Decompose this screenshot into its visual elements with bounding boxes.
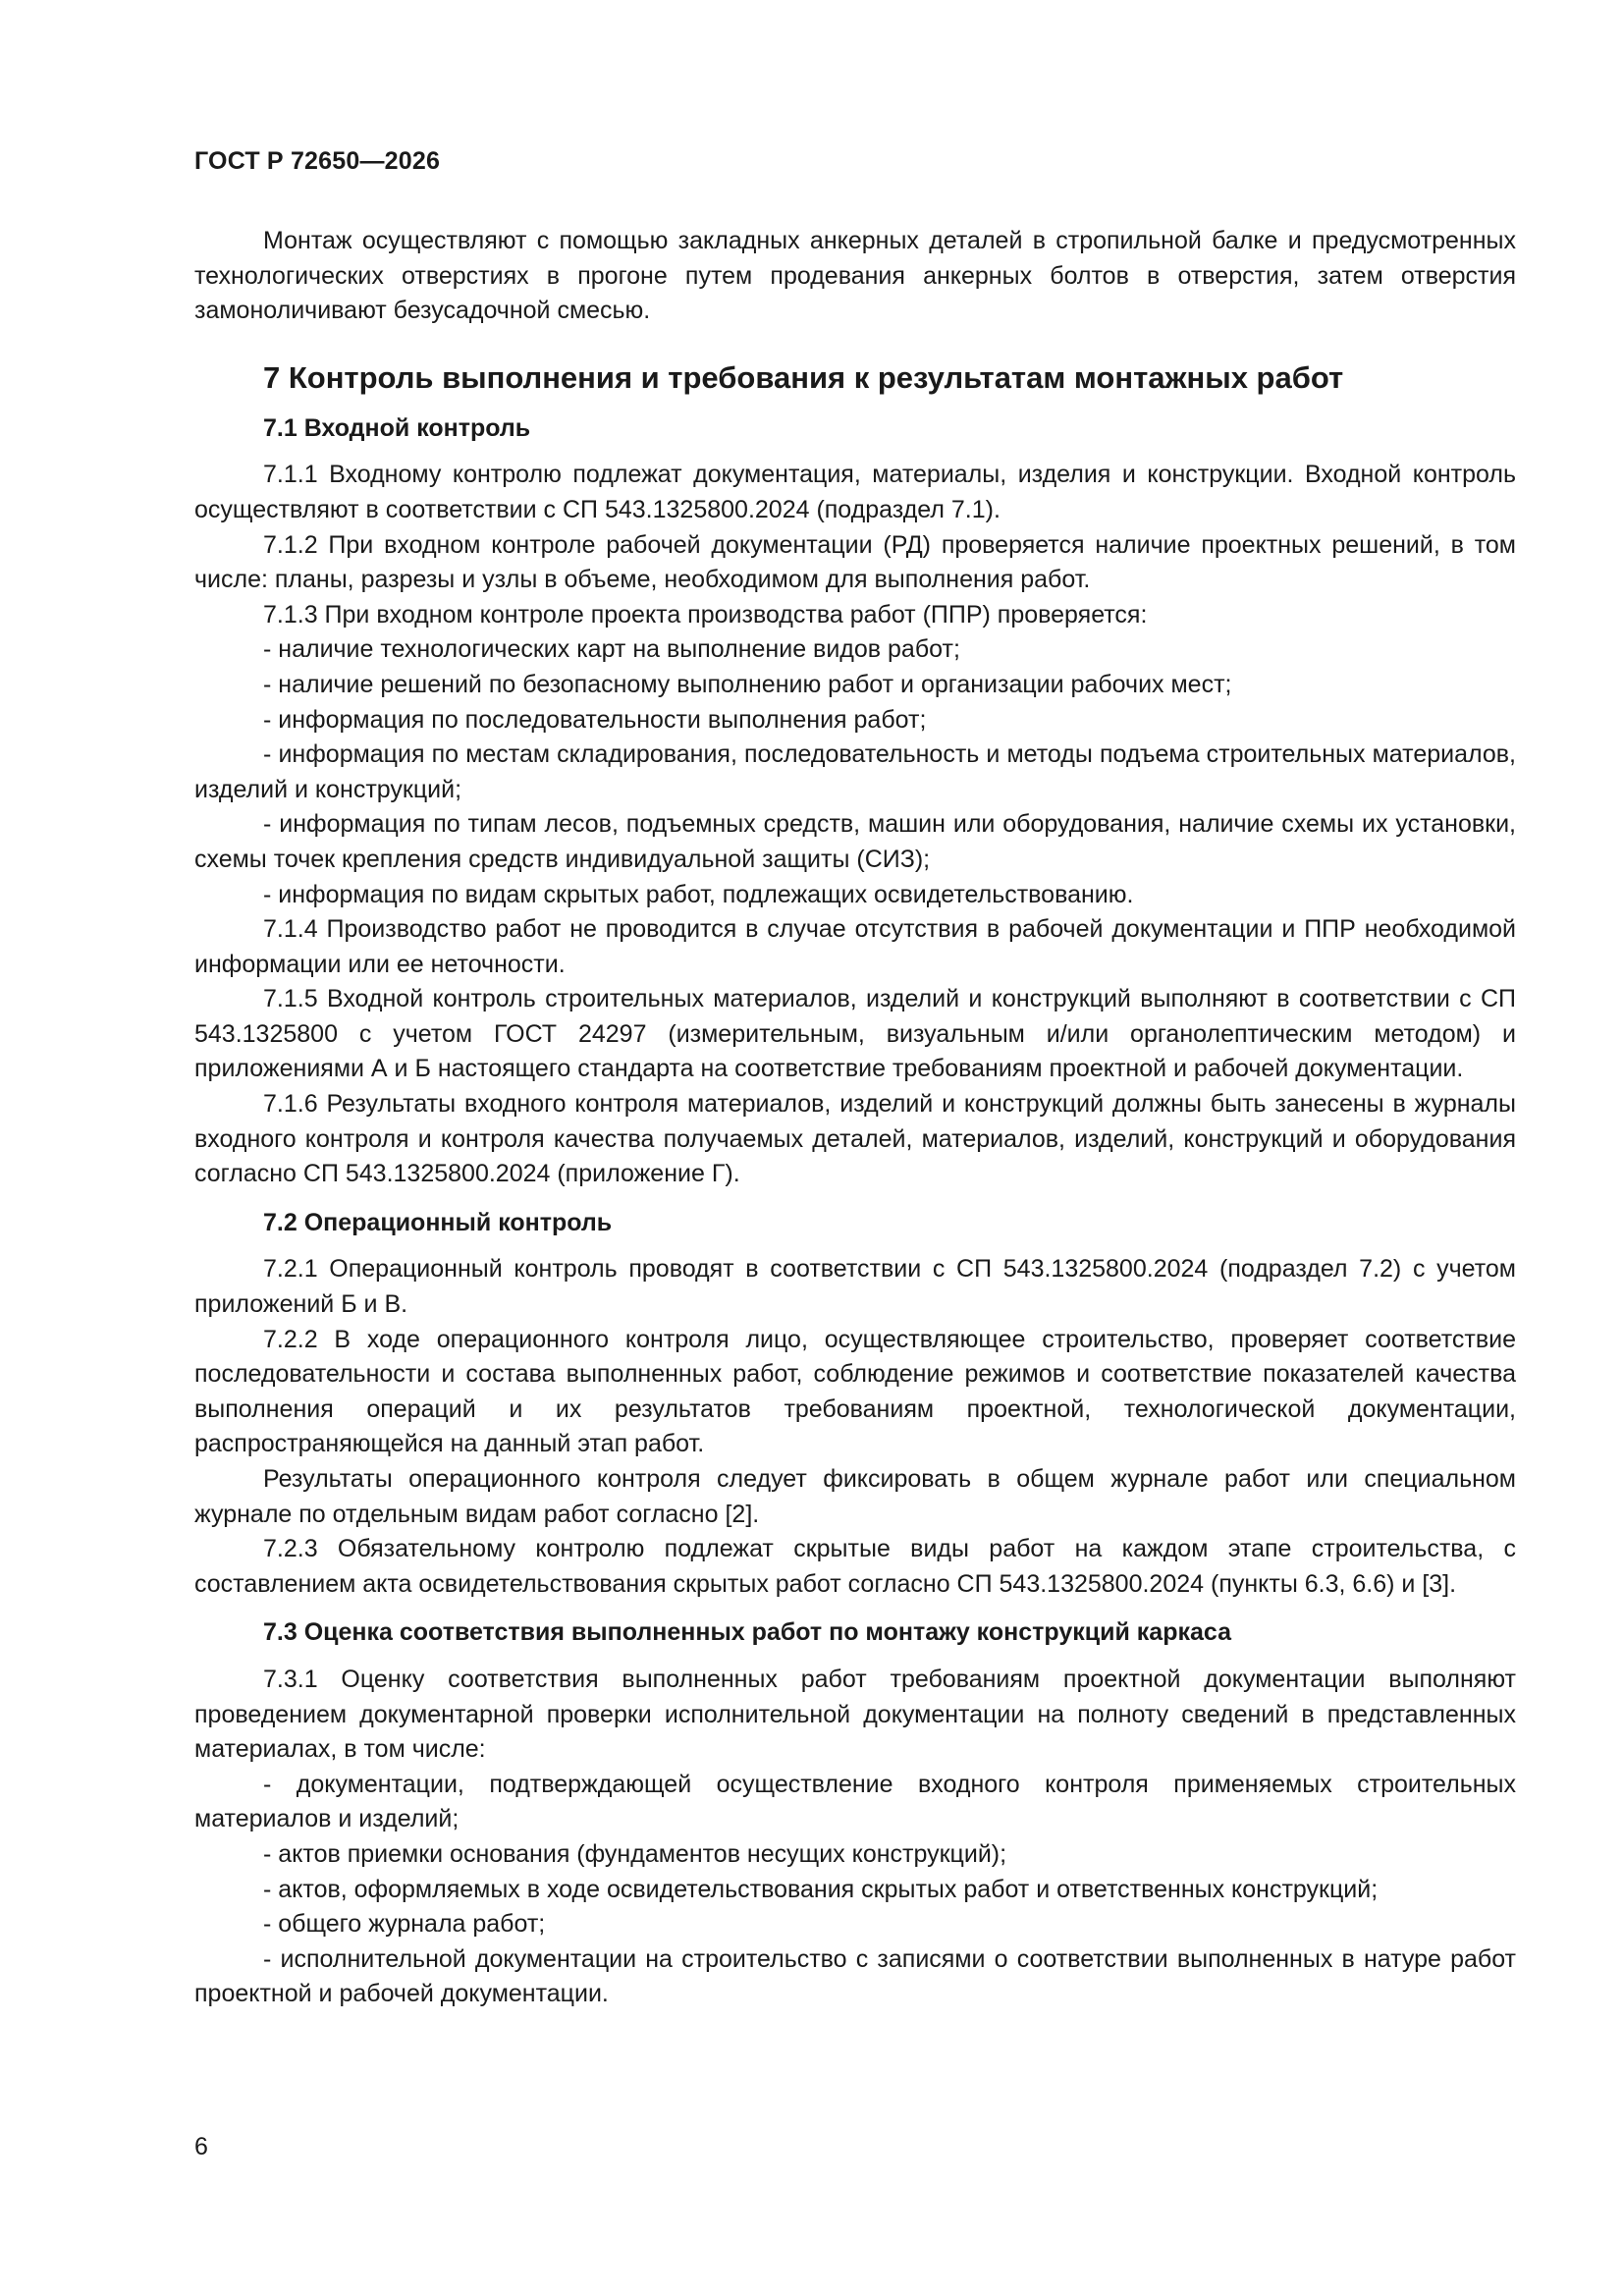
clause-7-1-3: 7.1.3 При входном контроле проекта производства работ (ППР) проверяется: xyxy=(263,600,1148,629)
subsection-7-3-heading: 7.3 Оценка соответствия выполненных работ по монтажу конструкций каркаса xyxy=(263,1618,1231,1647)
list-item: - общего журнала работ; xyxy=(263,1910,546,1939)
list-item: - наличие технологических карт на выполнение видов работ; xyxy=(263,635,960,664)
clause-7-1-2: 7.1.2 При входном контроле рабочей документации (РД) проверяется наличие проектных решений, в том числе: планы, разрезы и узлы в объеме, необходимом для выполнения работ. xyxy=(194,530,1516,594)
page-number: 6 xyxy=(194,2133,208,2160)
document-code-header: ГОСТ Р 72650—2026 xyxy=(194,147,441,175)
list-item: - исполнительной документации на строительство с записями о соответствии выполненных в натуре работ проектной и рабочей документации. xyxy=(194,1944,1516,2008)
intro-paragraph: Монтаж осуществляют с помощью закладных анкерных деталей в стропильной балке и предусмотренных технологических отверстиях в прогоне путем продевания анкерных болтов в отверстия, затем отверстия замоноличивают безусадочной смесью. xyxy=(194,227,1516,325)
clause-7-1-6: 7.1.6 Результаты входного контроля материалов, изделий и конструкций должны быть занесены в журналы входного контроля и контроля качества получаемых деталей, материалов, изделий, конструкций и оборудования согласно СП 543.1325800.2024 (приложение Г). xyxy=(194,1090,1516,1188)
clause-7-2-2: 7.2.2 В ходе операционного контроля лицо, осуществляющее строительство, проверяет соответствие последовательности и состава выполненных работ, соблюдение режимов и соответствие показателей качества выполнения операций и их результатов требованиям проектной, технологической документации, распространяющейся на данный этап работ. xyxy=(194,1325,1516,1458)
subsection-7-2-heading: 7.2 Операционный контроль xyxy=(263,1208,613,1236)
list-item: - информация по местам складирования, последовательность и методы подъема строительных материалов, изделий и конструкций; xyxy=(194,740,1516,803)
list-item: - информация по видам скрытых работ, подлежащих освидетельствованию. xyxy=(263,880,1134,908)
clause-7-1-4: 7.1.4 Производство работ не проводится в случае отсутствия в рабочей документации и ППР необходимой информации или ее неточности. xyxy=(194,915,1516,978)
list-item: - информация по типам лесов, подъемных средств, машин или оборудования, наличие схемы их установки, схемы точек крепления средств индивидуальной защиты (СИЗ); xyxy=(194,810,1516,873)
list-item: - наличие решений по безопасному выполнению работ и организации рабочих мест; xyxy=(263,670,1232,698)
list-item: - актов приемки основания (фундаментов несущих конструкций); xyxy=(263,1839,1007,1868)
subsection-7-1-heading: 7.1 Входной контроль xyxy=(263,413,531,442)
clause-7-1-1: 7.1.1 Входному контролю подлежат документация, материалы, изделия и конструкции. Входной контроль осуществляют в соответствии с СП 543.1325800.2024 (подраздел 7.1). xyxy=(194,461,1516,523)
list-item: - документации, подтверждающей осуществление входного контроля применяемых строительных материалов и изделий; xyxy=(194,1770,1516,1833)
clause-7-2-1: 7.2.1 Операционный контроль проводят в соответствии с СП 543.1325800.2024 (подраздел 7.2) с учетом приложений Б и В. xyxy=(194,1255,1516,1319)
section-7-heading: 7 Контроль выполнения и требования к результатам монтажных работ xyxy=(263,359,1344,395)
page-content xyxy=(194,224,1516,2012)
clause-7-2-3: 7.2.3 Обязательному контролю подлежат скрытые виды работ на каждом этапе строительства, с составлением акта освидетельствования скрытых работ согласно СП 543.1325800.2024 (пункты 6.3, 6.6) и [3]. xyxy=(194,1535,1516,1598)
list-item: - актов, оформляемых в ходе освидетельствования скрытых работ и ответственных конструкций; xyxy=(263,1875,1379,1903)
list-item: - информация по последовательности выполнения работ; xyxy=(263,705,927,734)
clause-7-1-5: 7.1.5 Входной контроль строительных материалов, изделий и конструкций выполняют в соответствии с СП 543.1325800 с учетом ГОСТ 24297 (измерительным, визуальным и/или органолептическим методом) и приложениями А и Б настоящего стандарта на соответствие требованиям проектной и рабочей документации. xyxy=(194,985,1516,1083)
clause-7-2-2-note: Результаты операционного контроля следует фиксировать в общем журнале работ или специальном журнале по отдельным видам работ согласно [2]. xyxy=(194,1465,1516,1528)
clause-7-3-1: 7.3.1 Оценку соответствия выполненных работ требованиям проектной документации выполняют проведением документарной проверки исполнительной документации на полноту сведений в представленных материалах, в том числе: xyxy=(194,1665,1516,1764)
